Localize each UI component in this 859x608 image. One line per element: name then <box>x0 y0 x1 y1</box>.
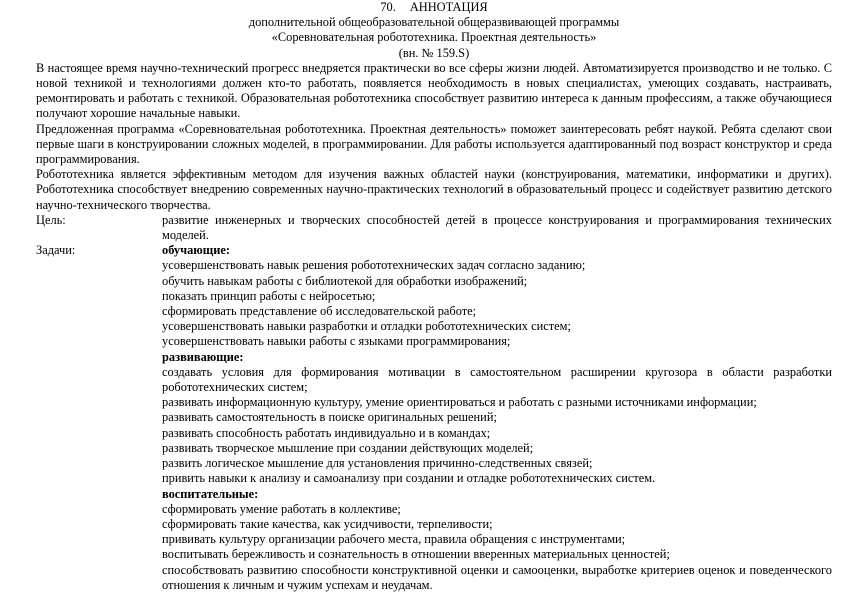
header <box>36 0 832 61</box>
list-item: развивать творческое мышление при создании действующих моделей; <box>162 440 534 455</box>
paragraph-1: В настоящее время научно-технический прогресс внедряется практически во все сферы жизни людей. Автоматизируется производство и не только. С новой техникой и технологиями должен кто-то работать, появляется необходимость в новых специалистах, умеющих создавать, настраивать, ремонтировать и работать с техникой. Образовательная робототехника способствует развитию интереса к данным профессиям, а также обучающиеся получают хорошие начальные навыки. <box>36 60 832 121</box>
list-item: усовершенствовать навык решения робототехнических задач согласно заданию; <box>162 258 586 273</box>
goal-text: развитие инженерных и творческих способностей детей в процессе конструирования и программирования технических моделей. <box>162 212 832 243</box>
header-line-1: дополнительной общеобразовательной общеразвивающей программы <box>248 15 620 30</box>
header-line-2: «Соревновательная робототехника. Проектная деятельность» <box>271 30 597 45</box>
list-item: привить навыки к анализу и самоанализу при создании и отладке робототехнических систем. <box>162 471 656 486</box>
header-number: 70. <box>380 0 396 14</box>
list-item: развить логическое мышление для установления причинно-следственных связей; <box>162 456 593 471</box>
goal-row <box>36 213 832 243</box>
header-line-3: (вн. № 159.S) <box>398 45 470 60</box>
educational-title: обучающие: <box>162 243 230 258</box>
goal-label: Цель: <box>36 212 66 227</box>
list-item: показать принцип работы с нейросетью; <box>162 288 376 303</box>
list-item: способствовать развитию способности конструктивной оценки и самооценки, выработке критериев оценок и поведенческого отношения к личным и чужим успехам и неудачам. <box>162 562 832 592</box>
list-item: усовершенствовать навыки работы с языками программирования; <box>162 334 511 349</box>
paragraph-3: Робототехника является эффективным методом для изучения важных областей науки (конструирования, математики, информатики и других). Робототехника способствует внедрению современных научно-практических технологий в образовательный процесс и содействует развитию детского научно-технического творчества. <box>36 167 832 212</box>
tasks-label: Задачи: <box>36 243 76 258</box>
list-item: сформировать такие качества, как усидчивости, терпеливости; <box>162 516 493 531</box>
document-page <box>36 0 832 593</box>
header-title: АННОТАЦИЯ <box>409 0 488 14</box>
list-item: сформировать представление об исследовательской работе; <box>162 304 477 319</box>
list-item: сформировать умение работать в коллективе; <box>162 501 401 516</box>
header-title-line <box>36 0 832 15</box>
list-item: прививать культуру организации рабочего места, правила обращения с инструментами; <box>162 532 626 547</box>
paragraph-2: Предложенная программа «Соревновательная робототехника. Проектная деятельность» поможет заинтересовать ребят наукой. Ребята сделают свои первые шаги в конструировании сложных моделей, в программировании. Для работы используется адаптированный под возраст конструктор и среда программирования. <box>36 121 832 167</box>
developing-title: развивающие: <box>162 349 244 364</box>
list-item: обучить навыкам работы с библиотекой для обработки изображений; <box>162 273 528 288</box>
list-item: развивать самостоятельность в поиске оригинальных решений; <box>162 410 497 425</box>
tasks-row <box>36 243 832 593</box>
tasks-list <box>162 243 832 593</box>
list-item: усовершенствовать навыки разработки и отладки робототехнических систем; <box>162 319 571 334</box>
upbringing-title: воспитательные: <box>162 486 259 501</box>
list-item: создавать условия для формирования мотивации в самостоятельном расширении кругозора в области разработки робототехнических систем; <box>162 364 832 395</box>
list-item: развивать способность работать индивидуально и в командах; <box>162 425 491 440</box>
list-item: воспитывать бережливость и сознательность в отношении вверенных материальных ценностей; <box>162 547 670 562</box>
list-item: развивать информационную культуру, умение ориентироваться и работать с разными источниками информации; <box>162 395 757 410</box>
